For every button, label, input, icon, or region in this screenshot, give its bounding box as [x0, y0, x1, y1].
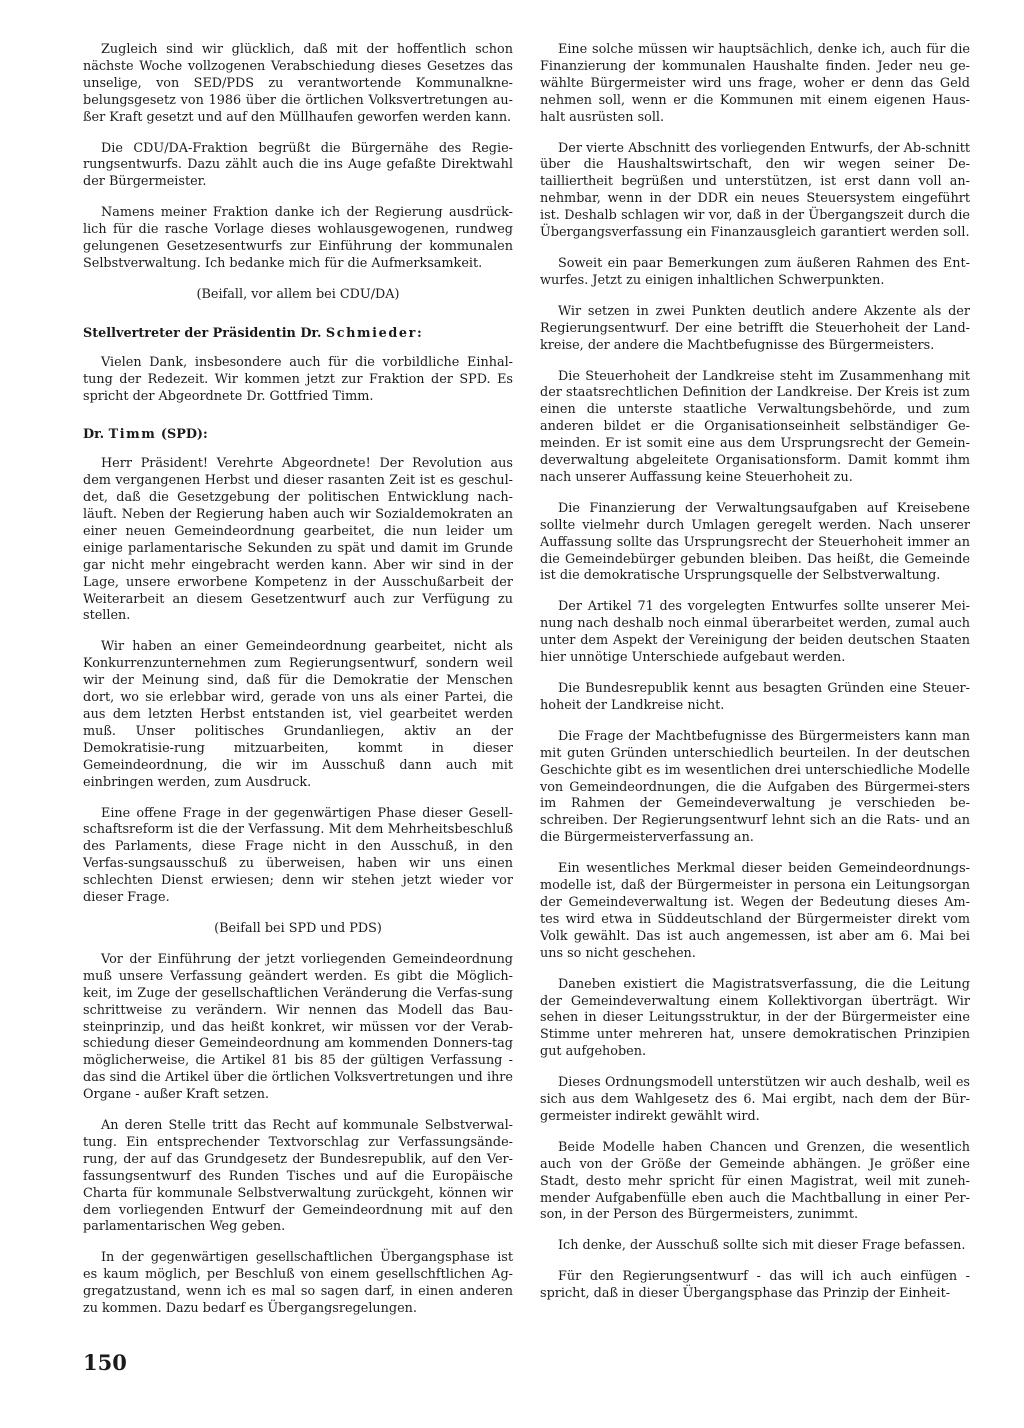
- paragraph: Dieses Ordnungsmodell unterstützen wir auch deshalb, weil es sich aus dem Wahlgesetz des 6. Mai ergibt, nach dem der Bür-germeister indirekt gewählt wird.: [540, 1075, 970, 1124]
- paragraph: Die Finanzierung der Verwaltungsaufgaben auf Kreisebene sollte vielmehr durch Umlagen geregelt werden. Nach unserer Auffassung sollte das Ursprungsrecht der Steuerhoheit immer an die Gemeindebürger gebunden bleiben. Das heißt, die Gemeinde ist die demokratische Ursprungsquelle der Selbstverwaltung.: [540, 500, 970, 584]
- speaker-suffix: (SPD):: [156, 427, 208, 443]
- paragraph: Ich denke, der Ausschuß sollte sich mit dieser Frage befassen.: [558, 1238, 966, 1254]
- paragraph: Die CDU/DA-Fraktion begrüßt die Bürgernähe des Regie-rungsentwurfs. Dazu zählt auch die ins Auge gefaßte Direktwahl der Bürgermeister.: [83, 140, 513, 190]
- speaker-heading: [83, 427, 513, 444]
- paragraph: Die Bundesrepublik kennt aus besagten Gründen eine Steuer-hoheit der Landkreise nicht.: [540, 681, 970, 713]
- speaker-name: Schmieder: [325, 325, 418, 341]
- paragraph: Wir haben an einer Gemeindeordnung gearbeitet, nicht als Konkurrenzunternehmen zum Regierungsentwurf, sondern weil wir der Meinung sind, daß für die Demokratie der Menschen dort, wo sie erlebbar wird, gerade von uns als einer Partei, die aus dem letzten Herbst entstanden ist, viel gearbeitet werden muß. Unser politisches Grundanliegen, aktiv an der Demokratisie-rung mitzuarbeiten, kommt in dieser Gemeindeordnung, die wir im Ausschuß dann auch mit einbringen werden, zum Ausdruck.: [83, 639, 513, 790]
- speaker-prefix: Stellvertreter der Präsidentin Dr.: [83, 325, 326, 341]
- paragraph: Beide Modelle haben Chancen und Grenzen, die wesentlich auch von der Größe der Gemeinde abhängen. Je größer eine Stadt, desto mehr spricht für einen Magistrat, weil mit zuneh-mender Aufgabenfülle eben auch die Machtballung in einer Per-son, in der Person des Bürgermeisters, zunimmt.: [540, 1139, 970, 1223]
- speaker-prefix: Dr.: [83, 427, 109, 443]
- paragraph: Wir setzen in zwei Punkten deutlich andere Akzente als der Regierungsentwurf. Der eine betrifft die Steuerhoheit der Land-kreise, der andere die Machtbefugnisse des Bürgermeisters.: [540, 303, 970, 353]
- paragraph: In der gegenwärtigen gesellschaftlichen Übergangsphase ist es kaum möglich, per Beschluß von einem gesellschftlichen Ag-gregatzustand, wenn ich es mal so sagen darf, in einen anderen zu kommen. Dazu bedarf es Übergangsregelungen.: [83, 1250, 513, 1317]
- page-number: 150: [83, 1350, 127, 1375]
- speaker-name: Timm: [108, 427, 157, 443]
- speaker-heading: [83, 326, 513, 343]
- paragraph: Für den Regierungsentwurf - das will ich auch einfügen - spricht, daß in dieser Übergangsphase das Prinzip der Einheit-: [540, 1269, 970, 1302]
- paragraph: Namens meiner Fraktion danke ich der Regierung ausdrück-lich für die rasche Vorlage dieses wohlausgewogenen, rundweg gelungenen Gesetzesentwurfs zur Einführung der kommunalen Selbstverwaltung. Ich bedanke mich für die Aufmerksamkeit.: [83, 205, 513, 271]
- paragraph: Soweit ein paar Bemerkungen zum äußeren Rahmen des Ent-wurfes. Jetzt zu einigen inhaltlichen Schwerpunkten.: [540, 255, 970, 288]
- paragraph: Vielen Dank, insbesondere auch für die vorbildliche Einhal-tung der Redezeit. Wir kommen jetzt zur Fraktion der SPD. Es spricht der Abgeordnete Dr. Gottfried Timm.: [83, 354, 513, 404]
- paragraph: Eine solche müssen wir hauptsächlich, denke ich, auch für die Finanzierung der kommunalen Haushalte finden. Jeder neu ge-wählte Bürgermeister wird uns frage, woher er denn das Geld nehmen soll, wenn er die Kommunen mit einem eigenen Haus-halt ausrüsten soll.: [540, 42, 970, 125]
- paragraph: Die Frage der Machtbefugnisse des Bürgermeisters kann man mit guten Gründen unterschiedlich beurteilen. In der deutschen Geschichte gibt es im wesentlichen drei unterschiedliche Modelle von Gemeindeordnungen, die die Aufgaben des Bürgermei-sters im Rahmen der Gemeindeverwaltung je verschieden be-schreiben. Der Regierungsentwurf lehnt sich an die Rats- und an die Bürgermeisterverfassung an.: [540, 728, 970, 846]
- paragraph: Ein wesentliches Merkmal dieser beiden Gemeindeordnungs-modelle ist, daß der Bürgermeister in persona ein Leitungsorgan der Gemeindeverwaltung ist. Wegen der Bedeutung dieses Am-tes wird etwa in Süddeutschland der Bürgermeister direkt vom Volk gewählt. Das ist auch angemessen, ist aber am 6. Mai bei uns so nicht geschehen.: [540, 861, 970, 961]
- paragraph: An deren Stelle tritt das Recht auf kommunale Selbstverwal-tung. Ein entsprechender Textvorschlag zur Verfassungsände-rung, der auf das Grundgesetz der Bundesrepublik, auf den Ver-fassungsentwurf des Runden Tisches und auf die Europäische Charta für kommunale Selbstverwaltung zurückgeht, können wir dem vorliegenden Entwurf der Gemeindeordnung mit auf den parlamentarischen Weg geben.: [83, 1118, 513, 1235]
- paragraph: Zugleich sind wir glücklich, daß mit der hoffentlich schon nächste Woche vollzogenen Verabschiedung dieses Gesetzes das unselige, von SED/PDS zu verantwortende Kommunalkne-belungsgesetz von 1986 über die örtlichen Volksvertretungen au-ßer Kraft gesetzt und auf den Müllhaufen geworfen werden kann.: [83, 42, 513, 125]
- paragraph: Eine offene Frage in der gegenwärtigen Phase dieser Gesell-schaftsreform ist die der Verfassung. Mit dem Mehrheitsbeschluß des Parlaments, diese Frage nicht in den Ausschuß, in den Verfas-sungsausschuß zu überweisen, haben wir uns einen schlechten Dienst erwiesen; denn wir stehen jetzt wieder vor dieser Frage.: [83, 805, 513, 906]
- stage-direction: (Beifall bei SPD und PDS): [214, 920, 382, 936]
- paragraph: Daneben existiert die Magistratsverfassung, die die Leitung der Gemeindeverwaltung einem Kollektivorgan überträgt. Wir sehen in dieser Leitungsstruktur, in der der Bürgermeister eine Stimme unter mehreren hat, unsere demokratischen Prinzipien gut aufgehoben.: [540, 976, 970, 1060]
- speaker-suffix: :: [417, 325, 422, 341]
- stage-direction: (Beifall, vor allem bei CDU/DA): [196, 286, 400, 302]
- left-column: [83, 42, 513, 1332]
- paragraph: Der vierte Abschnitt des vorliegenden Entwurfs, der Ab-schnitt über die Haushaltswirtschaft, den wir wegen seiner De-tailliertheit begrüßen und unterstützen, ist erst dann voll an-nehmbar, wenn in der DDR ein neues Steuersystem eingeführt ist. Deshalb schlagen wir vor, daß in der Übergangszeit durch die Übergangsverfassung ein Finanzausgleich garantiert werden soll.: [540, 140, 970, 241]
- right-column: [540, 42, 970, 1317]
- paragraph: Vor der Einführung der jetzt vorliegenden Gemeindeordnung muß unsere Verfassung geändert werden. Es gibt die Möglich-keit, im Zuge der gesellschaftlichen Veränderung die Verfas-sung schrittweise zu verändern. Wir nennen das Modell das Bau-steinprinzip, und das heißt konkret, wir müssen vor der Verab-schiedung dieser Gemeindeordnung am kommenden Donners-tag möglicherweise, die Artikel 81 bis 85 der gültigen Verfassung - das sind die Artikel über die örtlichen Volksvertretungen und ihre Organe - außer Kraft setzen.: [83, 951, 513, 1103]
- paragraph: Der Artikel 71 des vorgelegten Entwurfes sollte unserer Mei-nung nach deshalb noch einmal überarbeitet werden, zumal auch unter dem Aspekt der Vereinigung der beiden deutschen Staaten hier unnötige Unterschiede aufgebaut werden.: [540, 599, 970, 666]
- paragraph: Die Steuerhoheit der Landkreise steht im Zusammenhang mit der staatsrechtlichen Definition der Landkreise. Der Kreis ist zum einen die unterste staatliche Verwaltungsbehörde, und zum anderen bildet er die Organisationseinheit selbständiger Ge-meinden. Er ist somit eine aus dem Ursprungsrecht der Gemein-deverwaltung abgeleitete Organisationsform. Damit kommt ihm nach unserer Auffassung keine Steuerhoheit zu.: [540, 368, 970, 485]
- paragraph: Herr Präsident! Verehrte Abgeordnete! Der Revolution aus dem vergangenen Herbst und dieser rasanten Zeit ist es geschul-det, daß die Gesetzgebung der politischen Entwicklung nach-läuft. Neben der Regierung haben auch wir Sozialdemokraten an einer neuen Gemeindeordnung gearbeitet, die nun leider um einige parlamentarische Sekunden zu spät und damit im Grunde gar nicht mehr eingebracht werden kann. Aber wir sind in der Lage, unsere erworbene Kompetenz in der Ausschußarbeit der Weiterarbeit an diesem Gesetzentwurf auch zur Verfügung zu stellen.: [83, 456, 513, 624]
